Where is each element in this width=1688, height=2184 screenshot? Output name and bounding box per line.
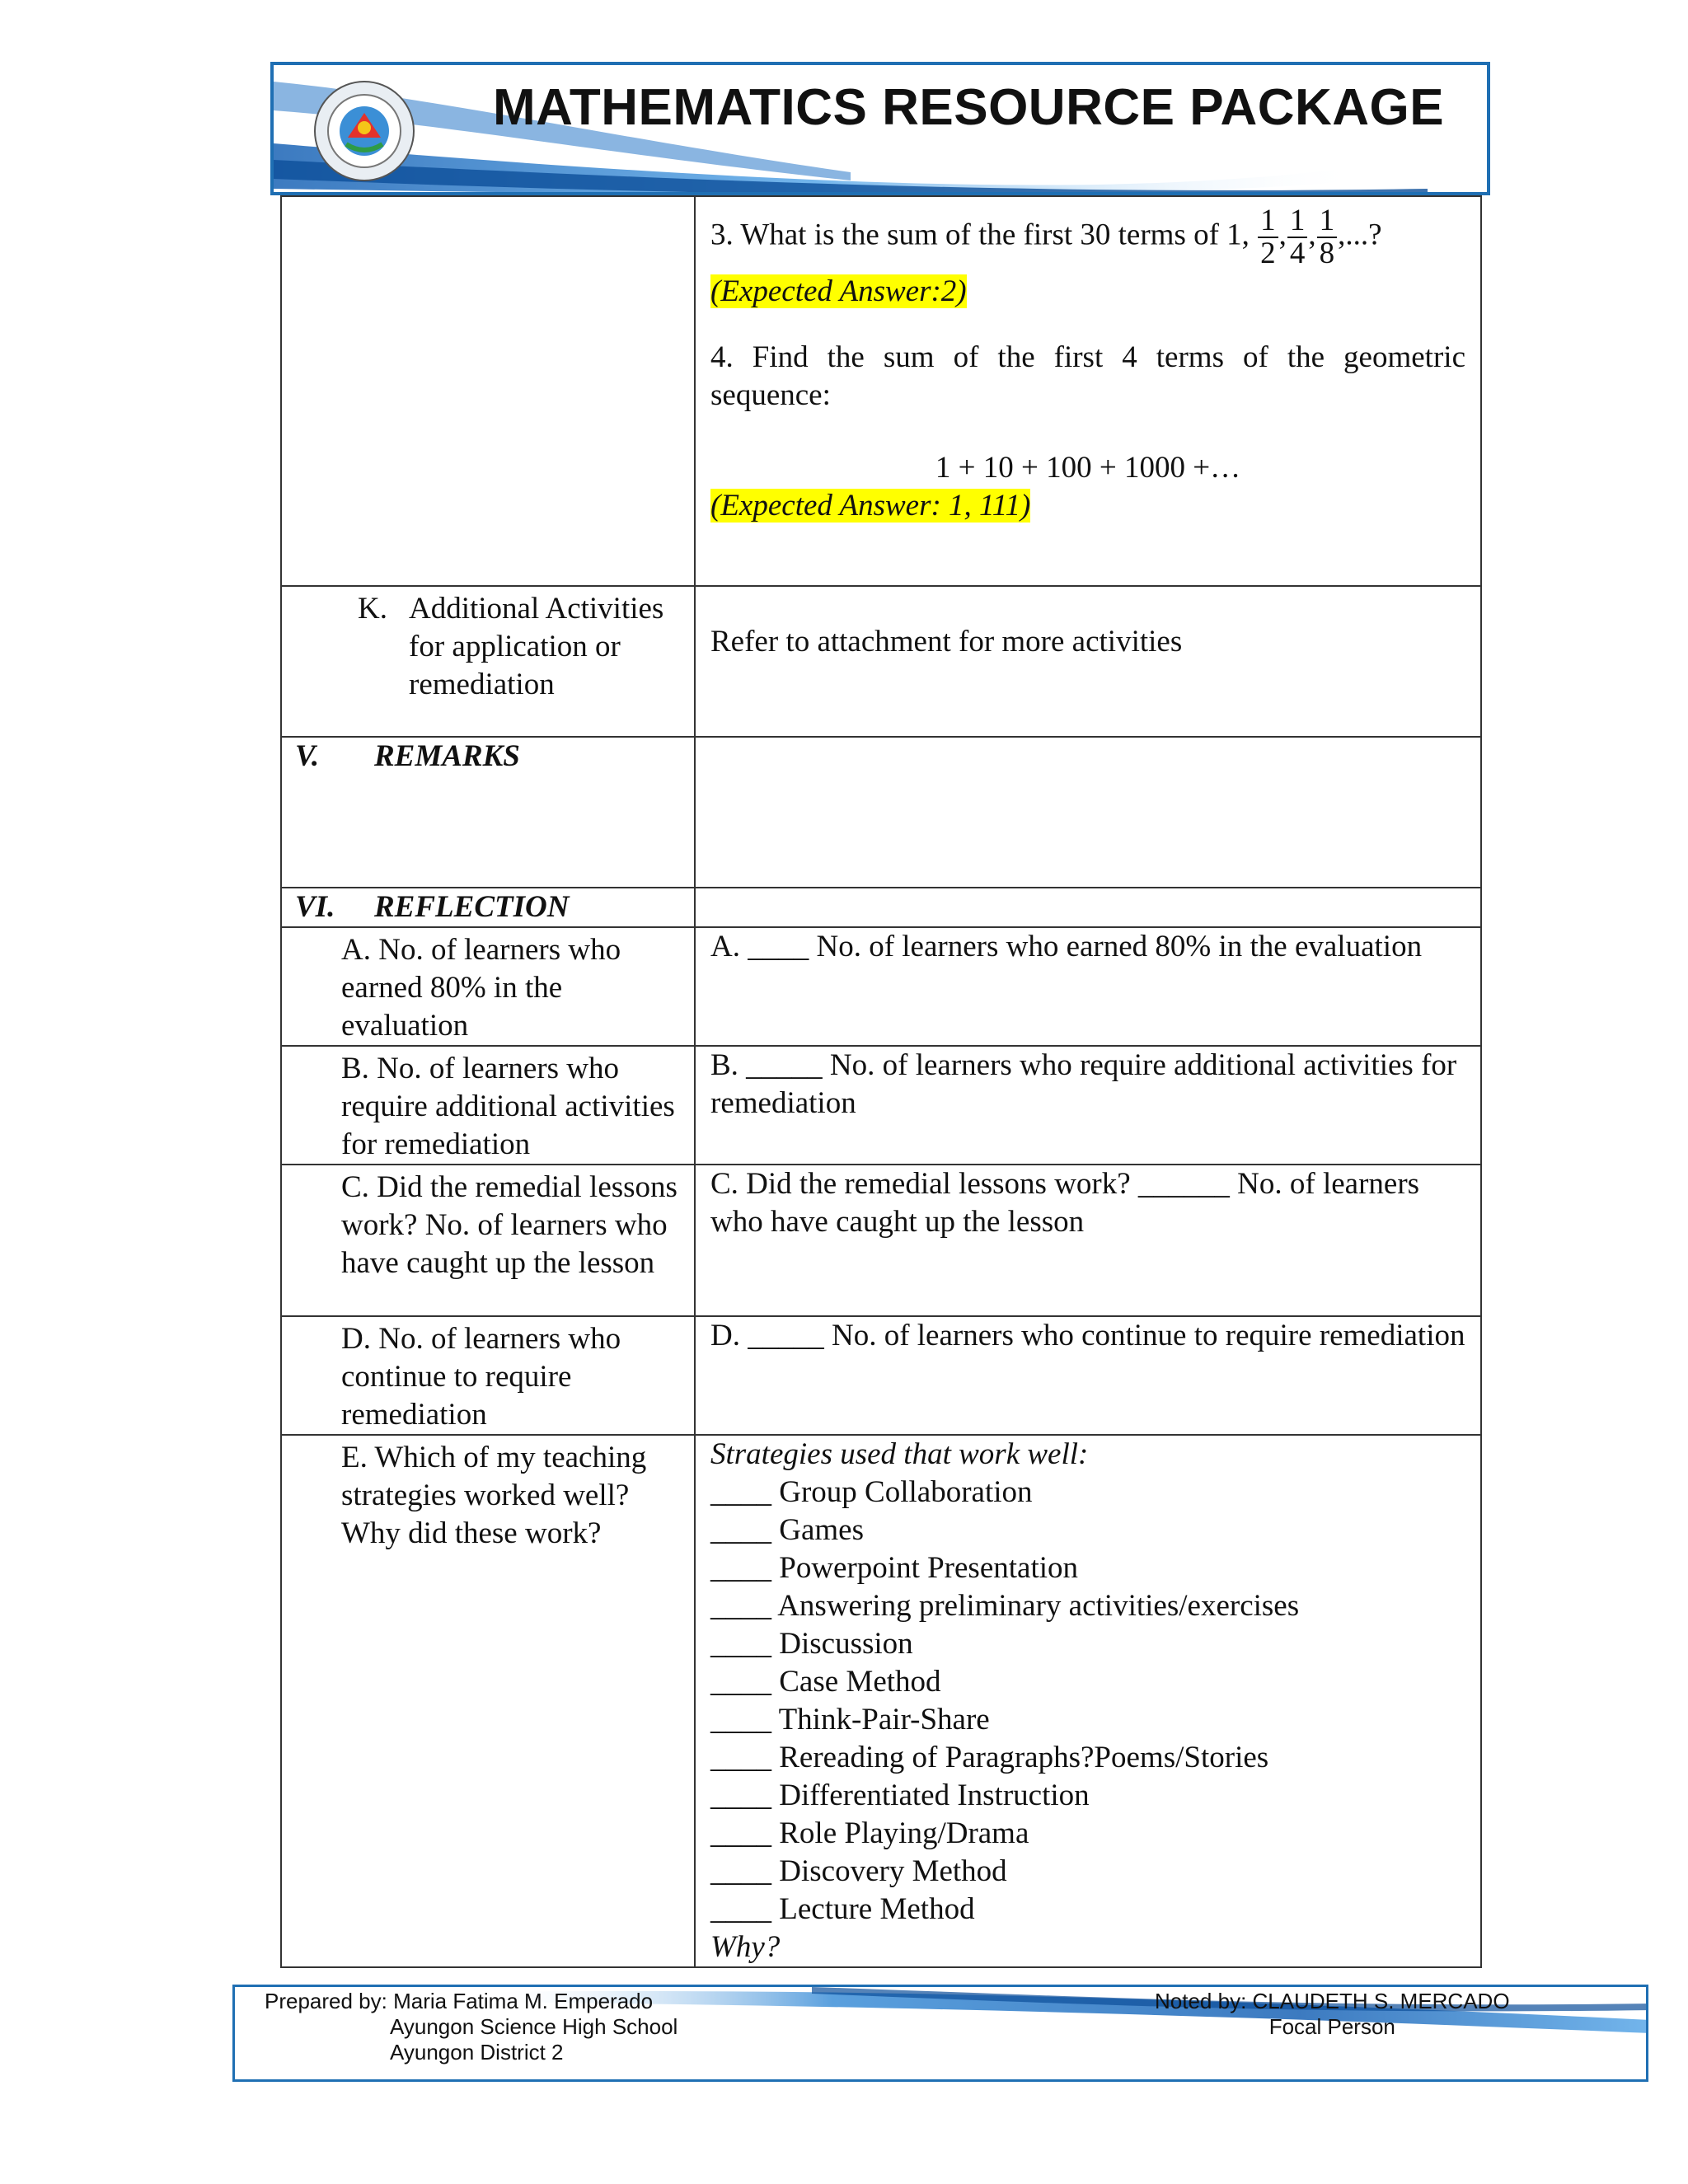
noted-role: Focal Person	[1268, 2014, 1395, 2039]
strategy-item: ____ Discovery Method	[710, 1854, 1007, 1888]
page-header	[270, 62, 1490, 195]
noted-by: Noted by: CLAUDETH S. MERCADO	[1155, 1989, 1510, 2013]
reflection-e-question: E. Which of my teaching strategies worked well? Why did these work?	[281, 1435, 695, 1967]
section-k-title: Additional Activities for application or remediation	[409, 592, 664, 701]
reflection-c-answer: C. Did the remedial lessons work? ______ No. of learners who have caught up the lesson	[695, 1165, 1481, 1316]
section-k-letter: K.	[358, 592, 387, 626]
reflection-c-question: C. Did the remedial lessons work? No. of learners who have caught up the lesson	[281, 1165, 695, 1316]
reflection-e-answer	[695, 1435, 1481, 1967]
strategy-item: ____ Think-Pair-Share	[710, 1703, 990, 1736]
question-4-answer: (Expected Answer: 1, 111)	[710, 489, 1031, 523]
fraction-eighth: $\frac{1}{8}$	[1317, 205, 1338, 269]
reflection-d-answer: D. _____ No. of learners who continue to require remediation	[695, 1316, 1481, 1435]
reflection-row-b	[281, 1046, 1481, 1165]
question-4-series: 1 + 10 + 100 + 1000 +…	[935, 451, 1241, 485]
section-k-label-cell	[281, 586, 695, 737]
strategy-item: ____ Case Method	[710, 1665, 941, 1699]
reflection-header-row	[281, 888, 1481, 927]
reflection-heading: VI. REFLECTION	[281, 888, 695, 927]
strategy-item: ____ Role Playing/Drama	[710, 1816, 1029, 1850]
strategy-item: ____ Rereading of Paragraphs?Poems/Stories	[710, 1741, 1269, 1774]
prepared-by-block	[265, 1989, 678, 2065]
strategy-item: ____ Discussion	[710, 1627, 913, 1661]
fraction-half: $\frac{1}{2}$	[1258, 205, 1278, 269]
reflection-a-question: A. No. of learners who earned 80% in the evaluation	[281, 927, 695, 1046]
reflection-b-answer: B. _____ No. of learners who require additional activities for remediation	[695, 1046, 1481, 1165]
question-3-answer: (Expected Answer:2)	[710, 274, 967, 308]
section-k-content: Refer to attachment for more activities	[695, 586, 1481, 737]
reflection-row-a	[281, 927, 1481, 1046]
fraction-quarter: $\frac{1}{4}$	[1287, 205, 1308, 269]
question-3: 3. What is the sum of the first 30 terms of 1, $\frac{1}{2}$ , $\frac{1}{4}$ , $\frac{1}{8}$ ,...?	[710, 204, 1382, 270]
district-name: Ayungon District 2	[390, 2040, 564, 2064]
why-label: Why?	[710, 1930, 781, 1964]
remarks-content	[695, 737, 1481, 888]
reflection-row-d	[281, 1316, 1481, 1435]
strategies-heading: Strategies used that work well:	[710, 1437, 1089, 1471]
empty-cell	[281, 196, 695, 586]
page-title: MATHEMATICS RESOURCE PACKAGE	[493, 79, 1445, 136]
strategy-item: ____ Powerpoint Presentation	[710, 1551, 1079, 1585]
reflection-row-e	[281, 1435, 1481, 1967]
noted-by-block	[1155, 1989, 1510, 2040]
question-3-suffix: ,...?	[1338, 218, 1382, 252]
question-3-text: 3. What is the sum of the first 30 terms of 1,	[710, 218, 1250, 252]
remarks-row	[281, 737, 1481, 888]
prepared-by: Prepared by: Maria Fatima M. Emperado	[265, 1989, 654, 2013]
strategy-item: ____ Lecture Method	[710, 1892, 975, 1926]
reflection-header-empty	[695, 888, 1481, 927]
reflection-d-question: D. No. of learners who continue to require remediation	[281, 1316, 695, 1435]
deped-seal-icon	[313, 80, 415, 182]
section-k-row	[281, 586, 1481, 737]
remarks-heading: V. REMARKS	[281, 737, 695, 888]
questions-cell	[695, 196, 1481, 586]
strategy-item: ____ Group Collaboration	[710, 1475, 1033, 1509]
reflection-row-c	[281, 1165, 1481, 1316]
lesson-plan-table	[280, 195, 1482, 1968]
reflection-b-question: B. No. of learners who require additional activities for remediation	[281, 1046, 695, 1165]
reflection-a-answer: A. ____ No. of learners who earned 80% in the evaluation	[695, 927, 1481, 1046]
strategy-item: ____ Games	[710, 1513, 864, 1547]
strategy-item: ____ Differentiated Instruction	[710, 1779, 1090, 1812]
question-4-text: 4. Find the sum of the first 4 terms of the geometric sequence:	[710, 340, 1465, 412]
school-name: Ayungon Science High School	[390, 2014, 678, 2039]
strategy-item: ____ Answering preliminary activities/exercises	[710, 1589, 1300, 1623]
page-footer	[232, 1985, 1648, 2082]
questions-row	[281, 196, 1481, 586]
